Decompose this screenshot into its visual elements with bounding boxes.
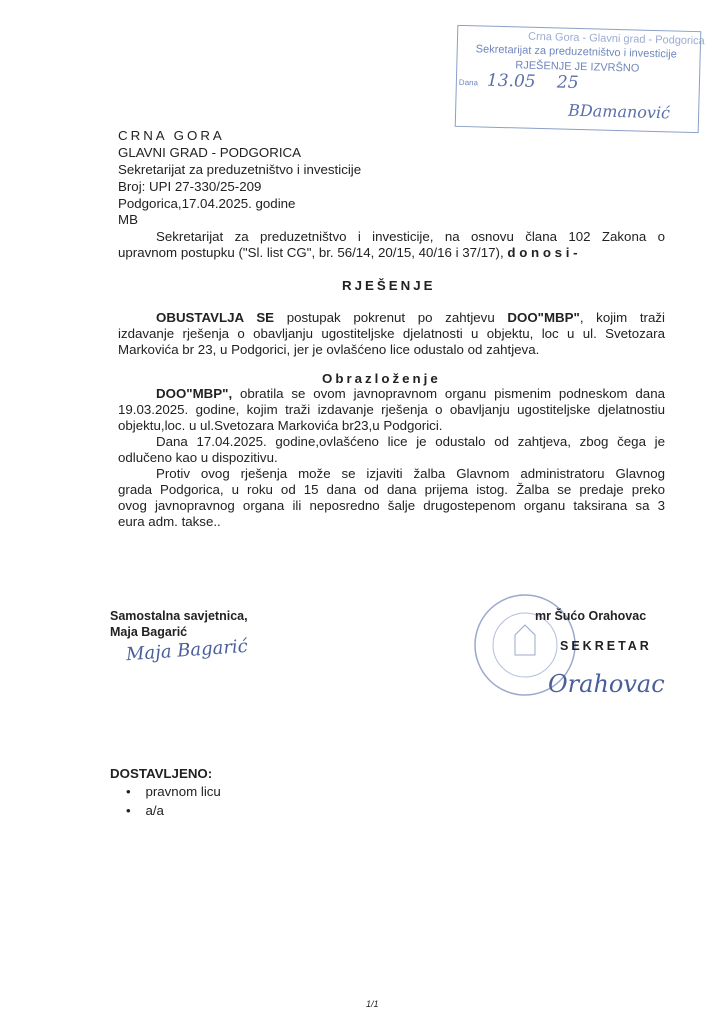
reasoning-line: objektu,loc. u ul.Svetozara Markovića br23,u Podgorici.	[118, 418, 443, 433]
reasoning-line: Dana 17.04.2025. godine,ovlašćeno lice je odustalo od zahtjeva, zbog čega je	[156, 434, 665, 449]
page-number: 1/1	[366, 999, 379, 1009]
left-signature: Maja Bagarić	[125, 635, 249, 666]
right-signer-name: mr Šućo Orahovac	[535, 609, 647, 623]
right-signature: Orahovac	[548, 670, 665, 698]
delivery-item-text: pravnom licu	[145, 784, 221, 799]
reasoning-line: Protiv ovog rješenja može se izjaviti žalba Glavnom administratoru Glavnog	[156, 466, 665, 481]
delivery-item: • a/a	[126, 803, 164, 818]
right-signer-title: SEKRETAR	[560, 639, 652, 653]
decision-title: RJEŠENJE	[342, 278, 436, 293]
header-initials: MB	[118, 212, 138, 227]
left-signer-name: Maja Bagarić	[110, 625, 188, 639]
reasoning-title: Obrazloženje	[322, 371, 441, 386]
stamp-date: 13.05	[486, 70, 536, 92]
decision-line	[156, 310, 665, 326]
reasoning-line: ovog javnopravnog organa ili neposredno šalje drugostepenom organu taksirana sa 3	[118, 498, 665, 513]
stamp-date-label: Dana	[458, 77, 479, 88]
delivery-item: • pravnom licu	[126, 784, 221, 799]
reasoning-line	[156, 386, 665, 402]
decision-bold: OBUSTAVLJA SE	[156, 310, 275, 325]
decision-line: izdavanje rješenja o obavljanju ugostiteljske djelatnosti u objektu, loc u ul. Svetozara	[118, 326, 665, 341]
stamp-signature: BDamanović	[567, 100, 671, 123]
header-number: Broj: UPI 27-330/25-209	[118, 179, 262, 194]
reasoning-line: grada Podgorica, u roku od 15 dana od dana prijema istog. Žalba se predaje preko	[118, 482, 665, 497]
header-office: Sekretarijat za preduzetništvo i investicije	[118, 162, 362, 177]
delivery-title: DOSTAVLJENO:	[110, 766, 213, 781]
stamp-year: 25	[556, 72, 579, 94]
header-city: GLAVNI GRAD - PODGORICA	[118, 145, 301, 160]
header-country: CRNA GORA	[118, 128, 225, 143]
stamp-line: Sekretarijat za preduzetništvo i investicije	[475, 43, 677, 61]
reasoning-line: odlučeno kao u dispozitivu.	[118, 450, 278, 465]
reasoning-text: obratila se ovom javnopravnom organu pismenim podneskom dana	[232, 386, 665, 401]
delivery-item-text: a/a	[145, 803, 164, 818]
left-signer-title: Samostalna savjetnica,	[110, 609, 248, 623]
stamp-line: RJEŠENJE JE IZVRŠNO	[515, 59, 640, 75]
executive-stamp	[455, 25, 705, 133]
reasoning-line: eura adm. takse..	[118, 514, 221, 529]
decision-text: postupak pokrenut po zahtjevu	[274, 310, 508, 325]
company-name: DOO"MBP",	[156, 386, 233, 401]
intro-line	[118, 245, 665, 261]
stamp-line: Crna Gora - Glavni grad - Podgorica	[527, 30, 705, 48]
decision-text: , kojim traži	[579, 310, 665, 325]
intro-donosi: d o n o s i -	[507, 245, 578, 260]
company-name: DOO"MBP"	[507, 310, 580, 325]
reasoning-line: 19.03.2025. godine, kojim traži izdavanje rješenja o obavljanju ugostiteljske djelatnostiu	[118, 402, 665, 417]
decision-line: Markovića br 23, u Podgorici, jer je ovlašćeno lice odustalo od zahtjeva.	[118, 342, 540, 357]
intro-line: Sekretarijat za preduzetništvo i investicije, na osnovu člana 102 Zakona o	[156, 229, 665, 244]
intro-text: upravnom postupku ("Sl. list CG", br. 56/14, 20/15, 40/16 i 37/17),	[118, 245, 504, 260]
header-place-date: Podgorica,17.04.2025. godine	[118, 196, 296, 211]
